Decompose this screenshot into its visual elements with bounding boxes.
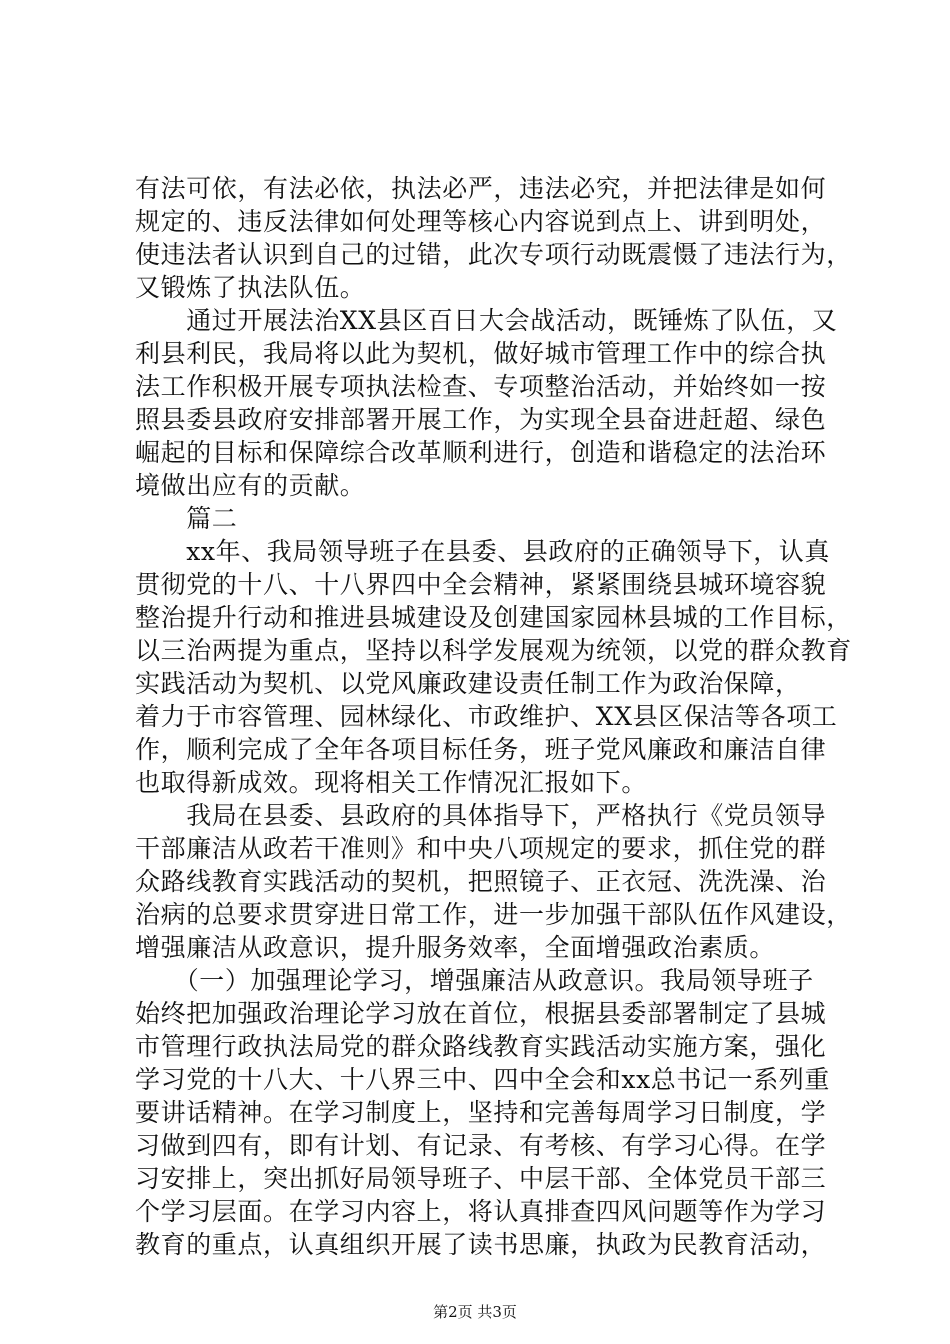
- text-line: 学习党的十八大、十八界三中、四中全会和xx总书记一系列重: [135, 1065, 831, 1094]
- text-line: 始终把加强政治理论学习放在首位，根据县委部署制定了县城: [135, 999, 827, 1028]
- text-line: 以三治两提为重点，坚持以科学发展观为统领，以党的群众教育: [135, 636, 852, 665]
- text-line: 崛起的目标和保障综合改革顺利进行，创造和谐稳定的法治环: [135, 438, 827, 467]
- text-line: 法工作积极开展专项执法检查、专项整治活动，并始终如一按: [135, 372, 827, 401]
- text-line: 作，顺利完成了全年各项目标任务，班子党风廉政和廉洁自律: [135, 735, 827, 764]
- text-line: 贯彻党的十八、十八界四中全会精神，紧紧围绕县城环境容貌: [135, 570, 827, 599]
- section-heading: 篇二: [135, 504, 238, 533]
- text-line: 习做到四有，即有计划、有记录、有考核、有学习心得。在学: [135, 1131, 827, 1160]
- text-line: 通过开展法治XX县区百日大会战活动，既锤炼了队伍，又: [135, 306, 838, 335]
- page-footer: 第2页 共3页: [433, 1303, 517, 1321]
- text-line: xx年、我局领导班子在县委、县政府的正确领导下，认真: [135, 537, 831, 566]
- text-line: 个学习层面。在学习内容上，将认真排查四风问题等作为学习: [135, 1197, 827, 1226]
- text-line: 也取得新成效。现将相关工作情况汇报如下。: [135, 768, 648, 797]
- text-line: 教育的重点，认真组织开展了读书思廉，执政为民教育活动，: [135, 1230, 827, 1259]
- text-line: 市管理行政执法局党的群众路线教育实践活动实施方案，强化: [135, 1032, 827, 1061]
- text-line: 整治提升行动和推进县城建设及创建国家园林县城的工作目标，: [135, 603, 852, 632]
- text-line: 又锻炼了执法队伍。: [135, 273, 366, 302]
- text-line: 习安排上，突出抓好局领导班子、中层干部、全体党员干部三: [135, 1164, 827, 1193]
- text-line: 实践活动为契机、以党风廉政建设责任制工作为政治保障，: [135, 669, 801, 698]
- text-line: 使违法者认识到自己的过错，此次专项行动既震慑了违法行为，: [135, 240, 852, 269]
- text-line: 众路线教育实践活动的契机，把照镜子、正衣冠、洗洗澡、治: [135, 867, 827, 896]
- text-line: 干部廉洁从政若干准则》和中央八项规定的要求，抓住党的群: [135, 834, 827, 863]
- text-line: 有法可依，有法必依，执法必严，违法必究，并把法律是如何: [135, 174, 827, 203]
- document-body: [135, 172, 852, 1261]
- text-line: 要讲话精神。在学习制度上，坚持和完善每周学习日制度，学: [135, 1098, 827, 1127]
- text-line: 规定的、违反法律如何处理等核心内容说到点上、讲到明处，: [135, 207, 827, 236]
- text-line: 着力于市容管理、园林绿化、市政维护、XX县区保洁等各项工: [135, 702, 838, 731]
- text-line: 治病的总要求贯穿进日常工作，进一步加强干部队伍作风建设，: [135, 900, 852, 929]
- text-line: （一）加强理论学习，增强廉洁从政意识。我局领导班子: [135, 966, 814, 995]
- text-line: 利县利民，我局将以此为契机，做好城市管理工作中的综合执: [135, 339, 827, 368]
- text-line: 我局在县委、县政府的具体指导下，严格执行《党员领导: [135, 801, 827, 830]
- text-line: 增强廉洁从政意识，提升服务效率，全面增强政治素质。: [135, 933, 776, 962]
- text-line: 境做出应有的贡献。: [135, 471, 366, 500]
- text-line: 照县委县政府安排部署开展工作，为实现全县奋进赶超、绿色: [135, 405, 827, 434]
